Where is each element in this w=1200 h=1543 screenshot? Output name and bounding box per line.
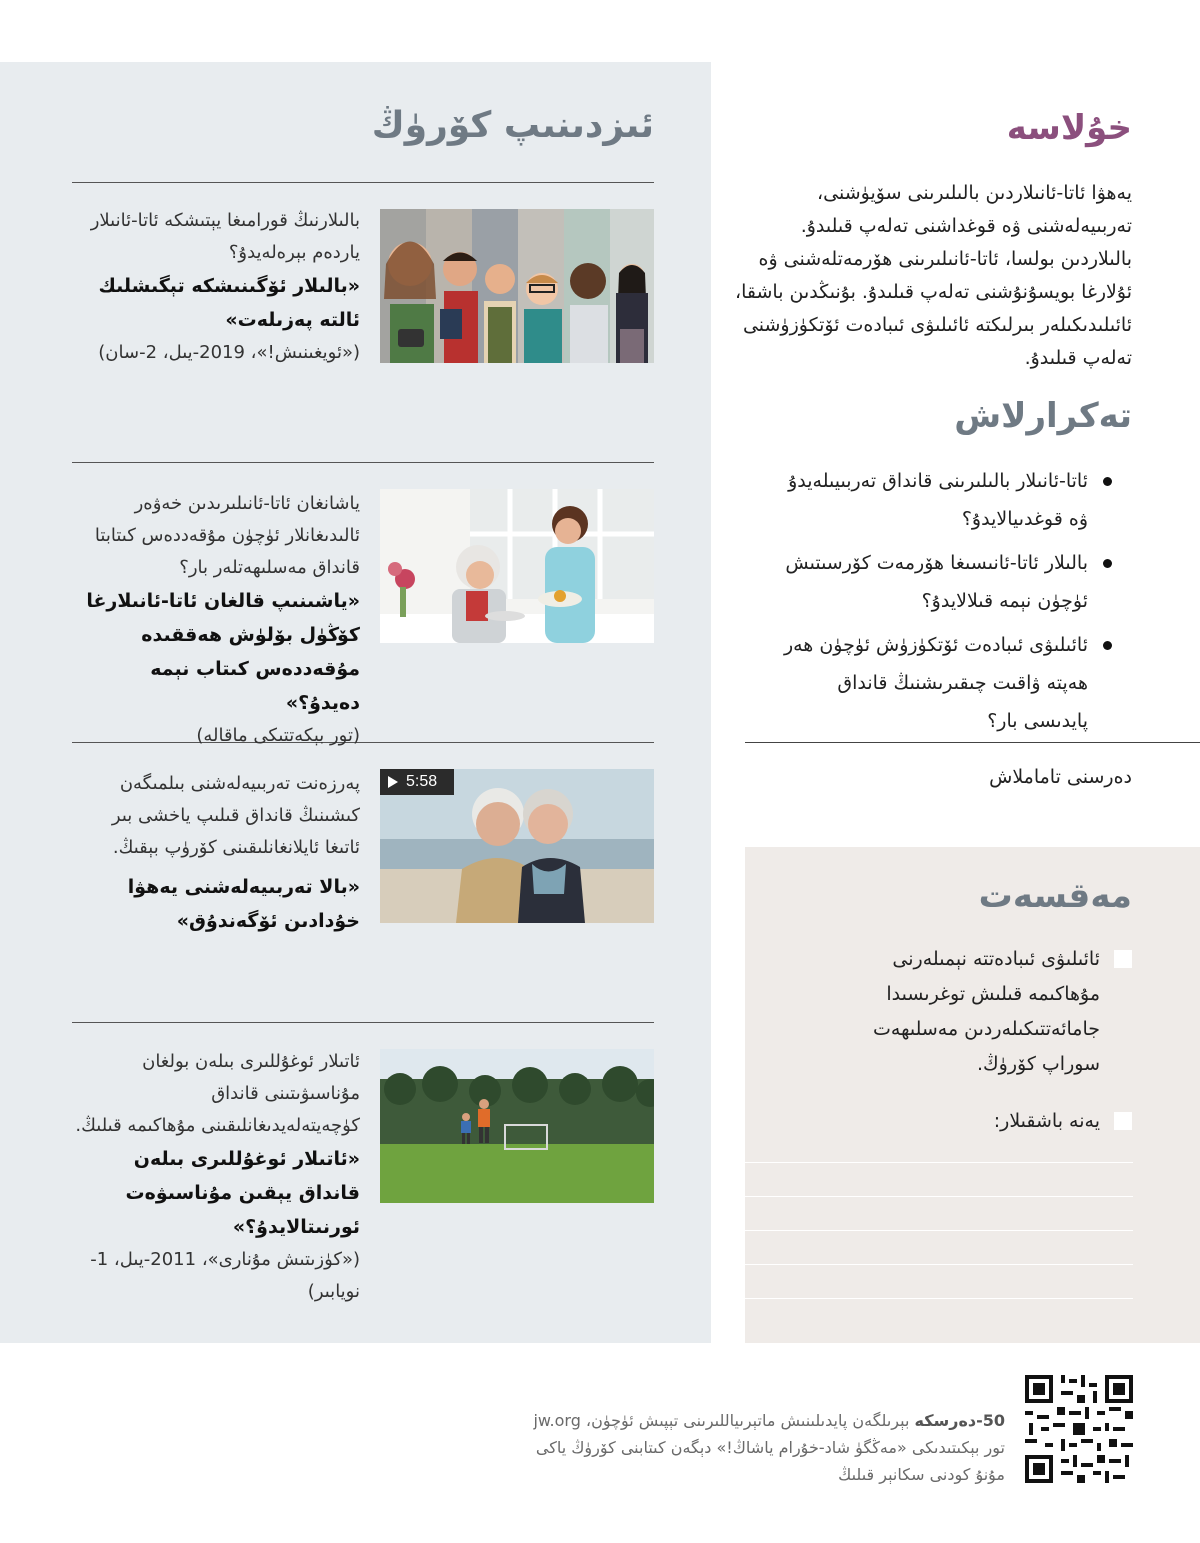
explore-question: پەرزەنت تەربىيەلەشنى بىلمىگەن كىشىنىڭ قانداق قىلىپ ياخشى بىر ئاتىغا ئايلانغانلىقىنى كۆرۈپ بېقىڭ. — [111, 773, 360, 858]
explore-title: ئىزدىنىپ كۆرۈڭ — [371, 105, 654, 146]
goal-box — [745, 847, 1200, 1343]
review-question: بالىلار ئاتا-ئانىسىغا ھۆرمەت كۆرسىتىش ئۈچۈن نېمە قىلالايدۇ؟ — [782, 544, 1112, 620]
review-list — [782, 462, 1112, 740]
divider — [745, 742, 1200, 743]
divider — [72, 462, 654, 463]
video-thumbnail[interactable] — [380, 769, 654, 923]
explore-item — [72, 488, 360, 752]
goal-checkbox[interactable] — [1114, 950, 1132, 968]
goal-item: ئائىلىۋى ئىبادەتتە نېمىلەرنى مۇھاكىمە قىلىش توغرىسىدا جامائەتتىكىلەردىن مەسلىھەت سوراپ كۆرۈڭ. — [873, 948, 1100, 1075]
caregiver-photo[interactable] — [380, 489, 654, 643]
father-son-photo[interactable] — [380, 1049, 654, 1203]
lesson-label: 50-دەرسكە — [914, 1411, 1005, 1430]
write-line[interactable] — [745, 1298, 1133, 1299]
bullet-icon — [1103, 641, 1112, 650]
explore-link-title[interactable]: «ئاتىلار ئوغۇللىرى بىلەن قانداق يېقىن مۇناسىۋەت ئورنىتالايدۇ؟» — [125, 1148, 360, 1238]
explore-source: («ئويغىنىش!»، 2019-يىل، 2-سان) — [98, 342, 360, 363]
review-question: ئائىلىۋى ئىبادەت ئۆتكۈزۈش ئۈچۈن ھەر ھەپتە ۋاقىت چىقىرىشنىڭ قانداق پايدىسى بار؟ — [782, 626, 1112, 740]
finish-lesson-label[interactable]: دەرسنى تاماملاش — [989, 766, 1132, 788]
goal-item: يەنە باشقىلار: — [993, 1110, 1100, 1132]
bullet-icon — [1103, 477, 1112, 486]
write-line[interactable] — [745, 1264, 1133, 1265]
play-icon — [388, 776, 398, 788]
explore-link-title[interactable]: «بالىلار ئۆگىنىشكە تېگىشلىك ئالتە پەزىلەت» — [98, 275, 360, 331]
explore-link-title[interactable]: «ياشىنىپ قالغان ئاتا-ئانىلارغا كۆڭۈل بۆلۈش ھەققىدە مۇقەددەس كىتاب نېمە دەيدۇ؟» — [86, 590, 360, 714]
divider — [72, 1022, 654, 1023]
explore-item — [72, 205, 360, 369]
review-title: تەكرارلاش — [954, 396, 1132, 436]
explore-source: (تور بېكەتتىكى ماقالە) — [196, 725, 360, 746]
goal-checkbox[interactable] — [1114, 1112, 1132, 1130]
summary-title: خۇلاسە — [1006, 108, 1132, 148]
write-line[interactable] — [745, 1230, 1133, 1231]
explore-source: («كۈزىتىش مۇنارى»، 2011-يىل، 1-نويابىر) — [90, 1249, 360, 1302]
summary-text: يەھۋا ئاتا-ئانىلاردىن بالىلىرىنى سۆيۈشنى، تەربىيەلەشنى ۋە قوغداشنى تەلەپ قىلىدۇ. بالىلاردىن بولسا، ئاتا-ئانىلىرىنى ھۆرمەتلەشنى ۋە ئۇلارغا بويسۇنۇشنى تەلەپ قىلىدۇ. بۇنىڭدىن باشقا، ئائىلىدىكىلەر بىرلىكتە ئائىلىۋى ئىبادەت ئۆتكۈزۈشنى تەلەپ قىلىدۇ. — [734, 182, 1132, 369]
bullet-icon — [1103, 559, 1112, 568]
review-question: ئاتا-ئانىلار بالىلىرىنى قانداق تەربىيىلەيدۇ ۋە قوغدىيالايدۇ؟ — [782, 462, 1112, 538]
children-photo[interactable] — [380, 209, 654, 363]
write-line[interactable] — [745, 1196, 1133, 1197]
video-duration-badge — [380, 769, 454, 795]
video-duration: 5:58 — [406, 773, 438, 790]
write-line[interactable] — [745, 1162, 1133, 1163]
explore-question: ياشانغان ئاتا-ئانىلىرىدىن خەۋەر ئالىدىغانلار ئۈچۈن مۇقەددەس كىتابتا قانداق مەسلىھەتلەر بار؟ — [94, 493, 360, 578]
explore-question: بالىلارنىڭ قورامىغا يېتىشكە ئاتا-ئانىلار ياردەم بېرەلەيدۇ؟ — [90, 210, 360, 263]
footer-text: بېرىلگەن پايدىلىنىش ماتېرىياللىرىنى تېپىش ئۈچۈن، jw.org تور بېكىتىدىكى «مەڭگۈ شاد-خۇرام ياشاڭ!» دېگەن كىتابنى كۆرۈڭ ياكى مۇنۇ كودنى سكانېر قىلىڭ — [533, 1411, 1005, 1484]
explore-item — [72, 768, 360, 938]
explore-question: ئاتىلار ئوغۇللىرى بىلەن بولغان مۇناسىۋىتىنى قانداق كۈچەيتەلەيدىغانلىقىنى مۇھاكىمە قىلىڭ. — [75, 1051, 360, 1136]
goal-title: مەقسەت — [978, 876, 1132, 916]
footer-note — [525, 1407, 1005, 1488]
qr-code-icon[interactable] — [1025, 1375, 1133, 1483]
explore-item — [72, 1046, 360, 1308]
divider — [72, 182, 654, 183]
explore-link-title[interactable]: «بالا تەربىيەلەشنى يەھۋا خۇدادىن ئۆگەندۇق» — [127, 876, 360, 932]
